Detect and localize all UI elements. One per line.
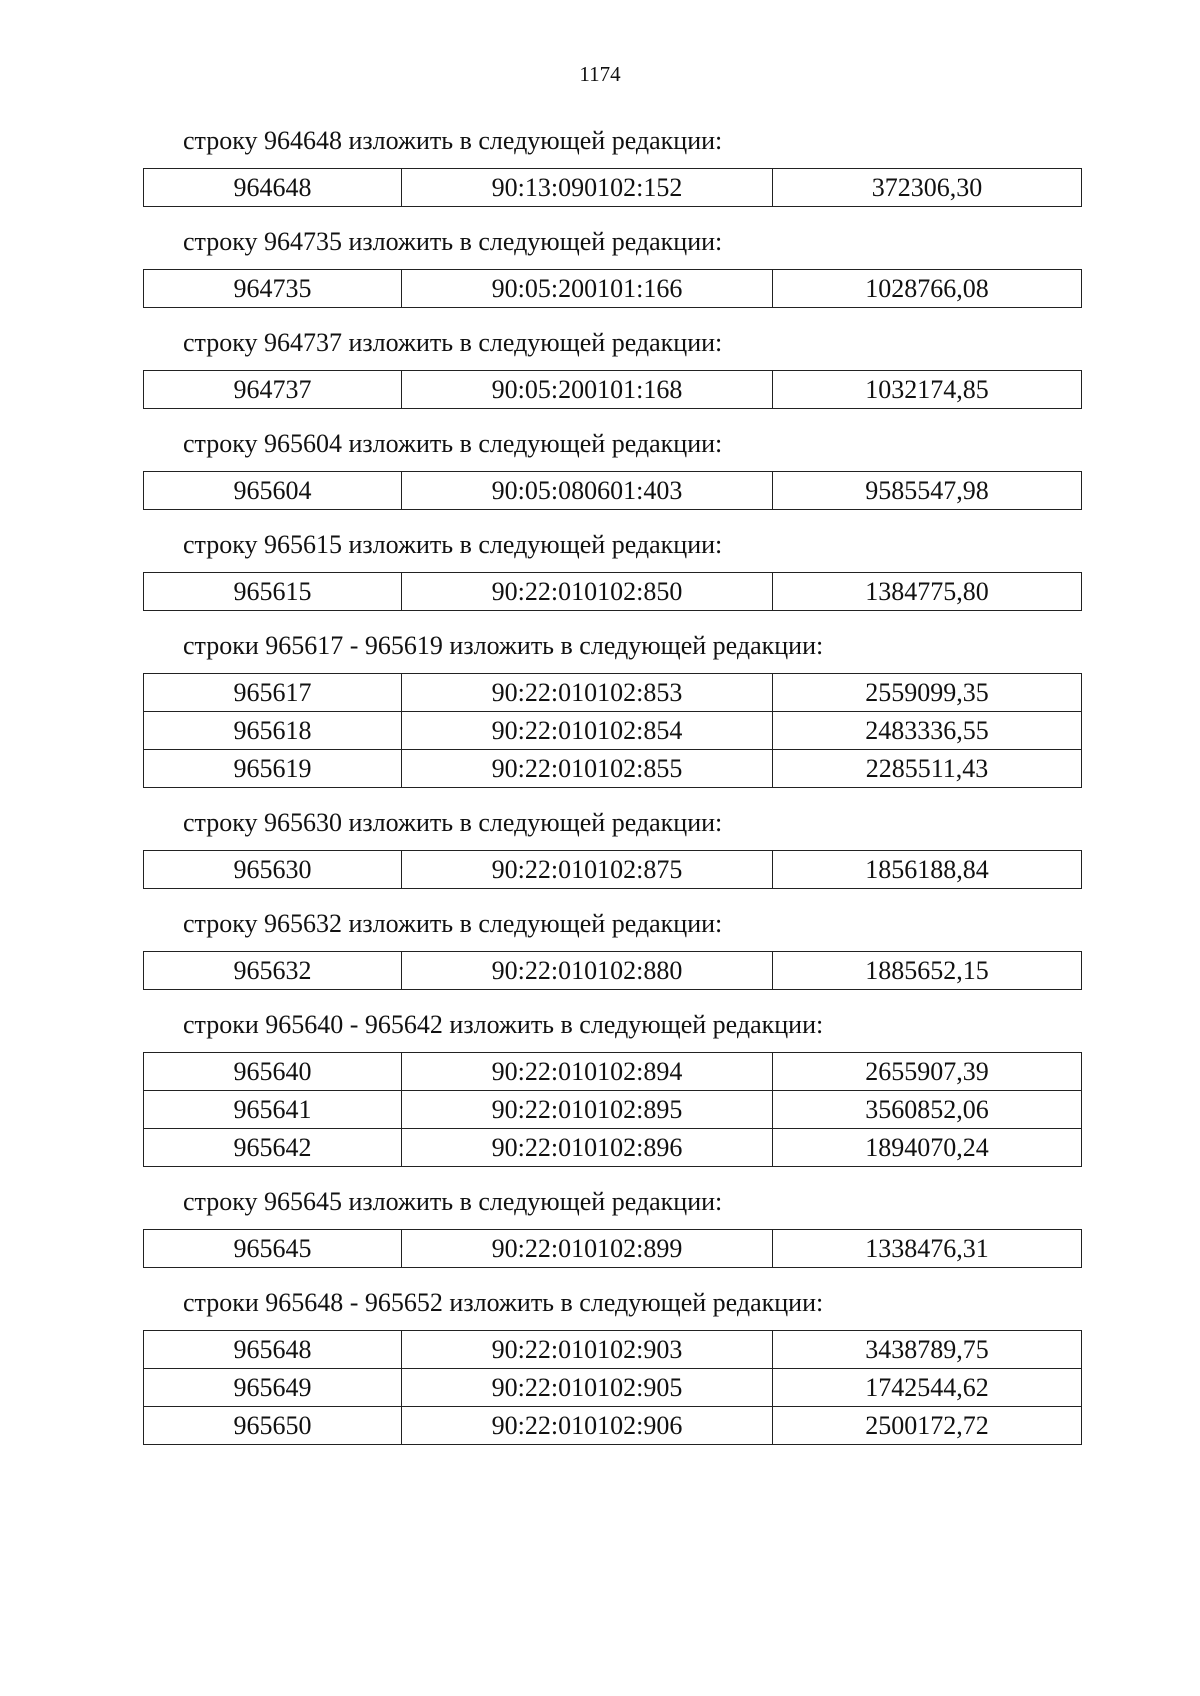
- table-row: [144, 169, 1082, 207]
- cadastral-number-cell: 90:05:200101:166: [402, 270, 773, 308]
- cadastral-number-cell: 90:22:010102:854: [402, 712, 773, 750]
- table-row: [144, 1053, 1082, 1091]
- cadastral-value-cell: 1856188,84: [773, 851, 1082, 889]
- cadastral-value-cell: 3560852,06: [773, 1091, 1082, 1129]
- cadastral-number-cell: 90:22:010102:905: [402, 1369, 773, 1407]
- amendment-block: [143, 530, 1081, 611]
- cadastral-number-cell: 90:22:010102:894: [402, 1053, 773, 1091]
- table-row: [144, 952, 1082, 990]
- cadastral-number-cell: 90:22:010102:903: [402, 1331, 773, 1369]
- cadastral-number-cell: 90:22:010102:895: [402, 1091, 773, 1129]
- page-number: 1174: [579, 62, 621, 86]
- cadastral-value-cell: 1028766,08: [773, 270, 1082, 308]
- cadastral-number-cell: 90:22:010102:855: [402, 750, 773, 788]
- table-row: [144, 1331, 1082, 1369]
- amendment-instruction: строку 965630 изложить в следующей редакции:: [183, 808, 723, 837]
- row-number-cell: 964737: [144, 371, 402, 409]
- row-number-cell: 965615: [144, 573, 402, 611]
- amendment-table: [143, 572, 1082, 611]
- cadastral-number-cell: 90:05:200101:168: [402, 371, 773, 409]
- cadastral-value-cell: 1885652,15: [773, 952, 1082, 990]
- row-number-cell: 964735: [144, 270, 402, 308]
- amendment-block: [143, 126, 1081, 207]
- cadastral-number-cell: 90:13:090102:152: [402, 169, 773, 207]
- cadastral-number-cell: 90:22:010102:875: [402, 851, 773, 889]
- row-number-cell: 965642: [144, 1129, 402, 1167]
- amendment-instruction: строку 964737 изложить в следующей редакции:: [183, 328, 723, 357]
- amendment-table: [143, 471, 1082, 510]
- cadastral-number-cell: 90:22:010102:880: [402, 952, 773, 990]
- table-row: [144, 371, 1082, 409]
- amendment-table: [143, 1052, 1082, 1167]
- amendment-instruction: строку 964648 изложить в следующей редакции:: [183, 126, 723, 155]
- cadastral-value-cell: 1032174,85: [773, 371, 1082, 409]
- amendment-table: [143, 850, 1082, 889]
- amendment-block: [143, 328, 1081, 409]
- row-number-cell: 965648: [144, 1331, 402, 1369]
- amendment-instruction: строки 965648 - 965652 изложить в следующей редакции:: [183, 1288, 824, 1317]
- amendment-table: [143, 951, 1082, 990]
- row-number-cell: 965650: [144, 1407, 402, 1445]
- row-number-cell: 965630: [144, 851, 402, 889]
- cadastral-value-cell: 1338476,31: [773, 1230, 1082, 1268]
- cadastral-value-cell: 1384775,80: [773, 573, 1082, 611]
- amendment-block: [143, 1187, 1081, 1268]
- row-number-cell: 965617: [144, 674, 402, 712]
- row-number-cell: 965641: [144, 1091, 402, 1129]
- amendment-block: [143, 631, 1081, 788]
- amendment-table: [143, 1229, 1082, 1268]
- table-row: [144, 573, 1082, 611]
- cadastral-number-cell: 90:22:010102:850: [402, 573, 773, 611]
- document-body: [143, 126, 1081, 1465]
- amendment-table: [143, 1330, 1082, 1445]
- cadastral-value-cell: 2655907,39: [773, 1053, 1082, 1091]
- row-number-cell: 965618: [144, 712, 402, 750]
- amendment-instruction: строку 965645 изложить в следующей редакции:: [183, 1187, 723, 1216]
- amendment-instruction: строки 965617 - 965619 изложить в следующей редакции:: [183, 631, 824, 660]
- amendment-table: [143, 673, 1082, 788]
- amendment-table: [143, 168, 1082, 207]
- amendment-block: [143, 909, 1081, 990]
- amendment-table: [143, 370, 1082, 409]
- cadastral-value-cell: 2285511,43: [773, 750, 1082, 788]
- table-row: [144, 1129, 1082, 1167]
- cadastral-number-cell: 90:22:010102:899: [402, 1230, 773, 1268]
- cadastral-value-cell: 2559099,35: [773, 674, 1082, 712]
- amendment-instruction: строку 965632 изложить в следующей редакции:: [183, 909, 723, 938]
- amendment-instruction: строку 964735 изложить в следующей редакции:: [183, 227, 723, 256]
- row-number-cell: 965604: [144, 472, 402, 510]
- amendment-block: [143, 429, 1081, 510]
- amendment-block: [143, 808, 1081, 889]
- amendment-instruction: строку 965615 изложить в следующей редакции:: [183, 530, 723, 559]
- amendment-table: [143, 269, 1082, 308]
- cadastral-value-cell: 2500172,72: [773, 1407, 1082, 1445]
- row-number-cell: 965645: [144, 1230, 402, 1268]
- cadastral-number-cell: 90:05:080601:403: [402, 472, 773, 510]
- amendment-block: [143, 1288, 1081, 1445]
- table-row: [144, 1230, 1082, 1268]
- table-row: [144, 674, 1082, 712]
- row-number-cell: 965632: [144, 952, 402, 990]
- cadastral-value-cell: 1894070,24: [773, 1129, 1082, 1167]
- amendment-block: [143, 227, 1081, 308]
- cadastral-value-cell: 372306,30: [773, 169, 1082, 207]
- cadastral-number-cell: 90:22:010102:906: [402, 1407, 773, 1445]
- amendment-block: [143, 1010, 1081, 1167]
- table-row: [144, 1091, 1082, 1129]
- table-row: [144, 712, 1082, 750]
- cadastral-value-cell: 9585547,98: [773, 472, 1082, 510]
- table-row: [144, 851, 1082, 889]
- cadastral-value-cell: 3438789,75: [773, 1331, 1082, 1369]
- cadastral-value-cell: 2483336,55: [773, 712, 1082, 750]
- row-number-cell: 965649: [144, 1369, 402, 1407]
- table-row: [144, 750, 1082, 788]
- table-row: [144, 1407, 1082, 1445]
- table-row: [144, 270, 1082, 308]
- cadastral-number-cell: 90:22:010102:853: [402, 674, 773, 712]
- row-number-cell: 965640: [144, 1053, 402, 1091]
- amendment-instruction: строку 965604 изложить в следующей редакции:: [183, 429, 723, 458]
- cadastral-value-cell: 1742544,62: [773, 1369, 1082, 1407]
- amendment-instruction: строки 965640 - 965642 изложить в следующей редакции:: [183, 1010, 824, 1039]
- table-row: [144, 472, 1082, 510]
- row-number-cell: 965619: [144, 750, 402, 788]
- row-number-cell: 964648: [144, 169, 402, 207]
- table-row: [144, 1369, 1082, 1407]
- cadastral-number-cell: 90:22:010102:896: [402, 1129, 773, 1167]
